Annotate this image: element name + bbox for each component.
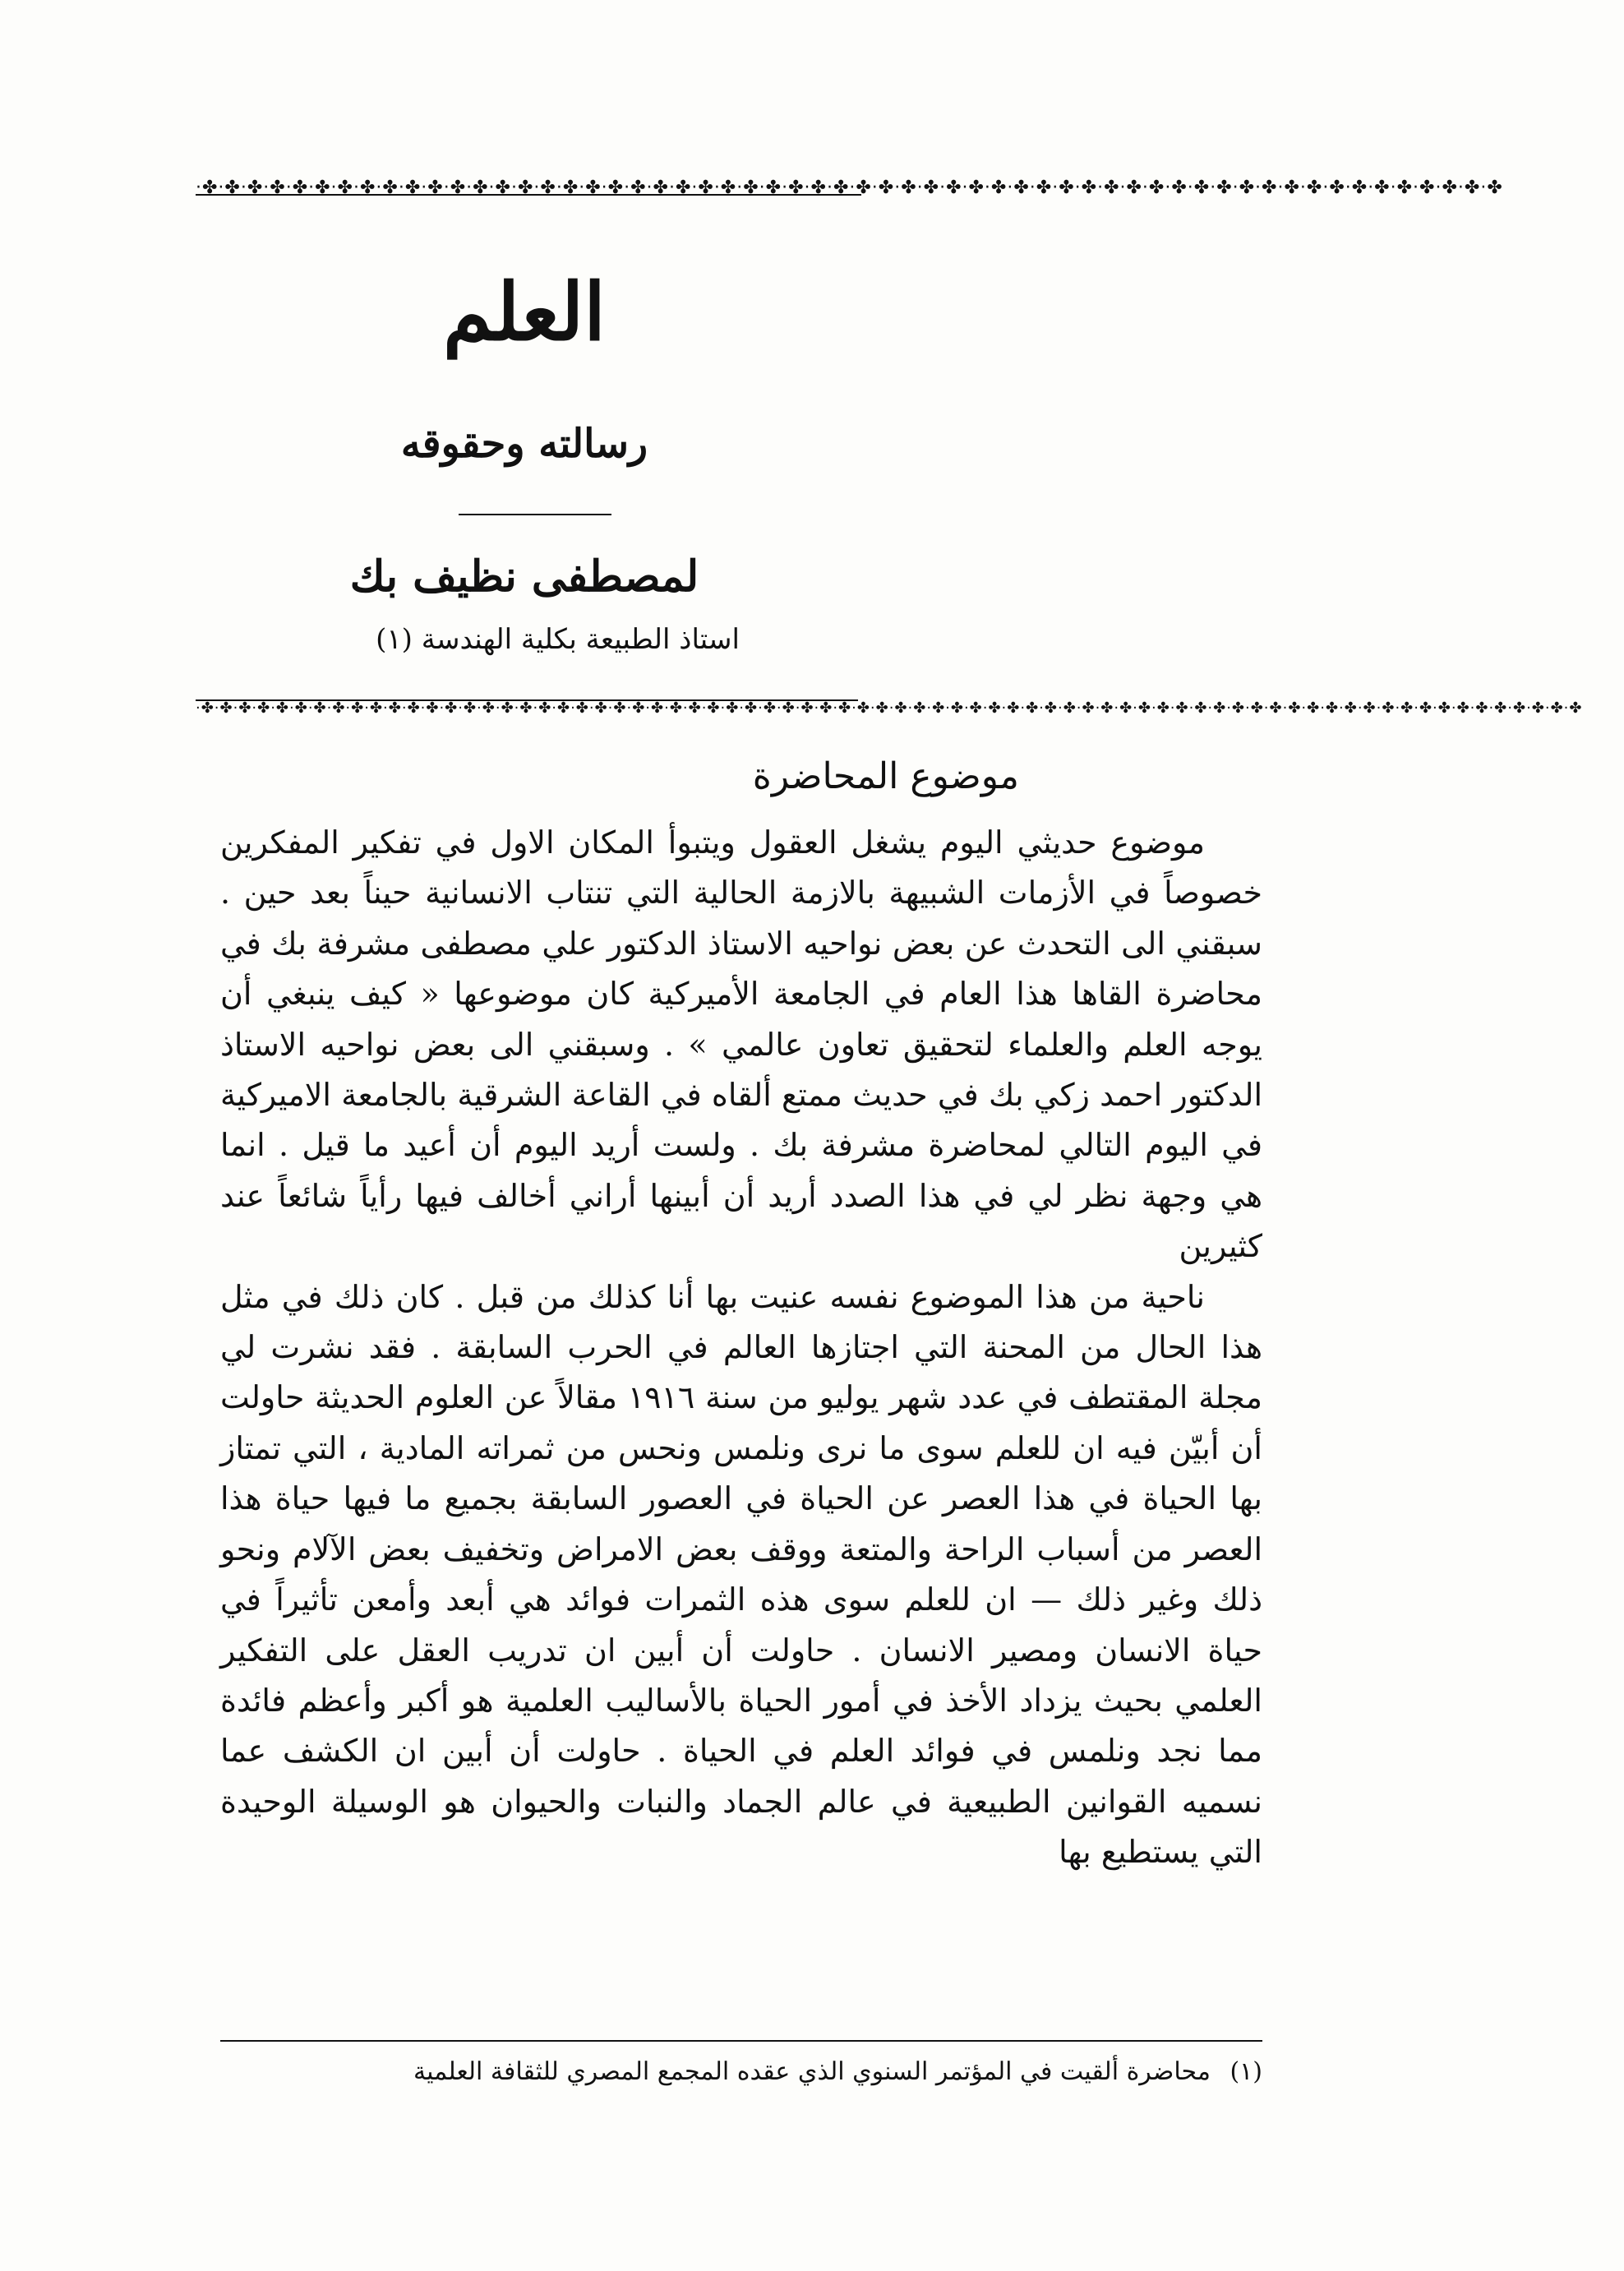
title-divider xyxy=(459,514,611,515)
section-heading: موضوع المحاضرة xyxy=(752,755,1019,797)
article-title: العلم xyxy=(443,265,606,358)
top-ornament-rule xyxy=(196,194,861,196)
header-ornamental-border xyxy=(196,697,1583,720)
footnote-marker: (١) xyxy=(1230,2057,1262,2086)
footnote xyxy=(220,2052,1262,2093)
article-subtitle: رسالته وحقوقه xyxy=(400,421,648,467)
header-ornament-glyphs: ·✤·✤·✤·✤·✤·✤·✤·✤·✤·✤·✤·✤·✤·✤·✤·✤·✤·✤·✤·✤·✤·✤·✤·✤·✤·✤·✤·✤·✤·✤·✤·✤·✤·✤·✤·✤·✤·✤·✤·✤·✤·✤·✤·✤·✤·✤·✤·✤·✤·✤·✤·✤·✤·✤·✤·✤·✤·✤·✤·✤·✤·✤·✤·✤·✤·✤·✤·✤·✤·✤·✤·✤·✤·✤ xyxy=(196,699,1583,717)
author-affiliation: استاذ الطبيعة بكلية الهندسة (١) xyxy=(376,623,740,656)
header-ornament-rule xyxy=(196,699,858,701)
footnote-text: محاضرة ألقيت في المؤتمر السنوي الذي عقده المجمع المصري للثقافة العلمية xyxy=(413,2057,1211,2086)
article-body xyxy=(220,818,1262,1878)
top-ornamental-border xyxy=(196,176,1503,201)
top-ornament-glyphs: ·✤·✤·✤·✤·✤·✤·✤·✤·✤·✤·✤·✤·✤·✤·✤·✤·✤·✤·✤·✤·✤·✤·✤·✤·✤·✤·✤·✤·✤·✤·✤·✤·✤·✤·✤·✤·✤·✤·✤·✤·✤·✤·✤·✤·✤·✤·✤·✤·✤·✤·✤·✤·✤·✤·✤·✤·✤·✤ xyxy=(196,178,1503,198)
footnote-divider xyxy=(220,2040,1262,2042)
author-name: لمصطفى نظيف بك xyxy=(349,552,699,602)
body-paragraph: موضوع حديثي اليوم يشغل العقول ويتبوأ المكان الاول في تفكير المفكرين خصوصاً في الأزمات الشبيهة بالازمة الحالية التي تنتاب الانسانية حيناً بعد حين . سبقني الى التحدث عن بعض نواحيه الاستاذ الدكتور علي مصطفى مشرفة بك في محاضرة القاها هذا العام في الجامعة الأميركية كان موضوعها « كيف ينبغي أن يوجه العلم والعلماء لتحقيق تعاون عالمي » . وسبقني الى بعض نواحيه الاستاذ الدكتور احمد زكي بك في حديث ممتع ألقاه في القاعة الشرقية بالجامعة الاميركية في اليوم التالي لمحاضرة مشرفة بك . ولست أريد اليوم أن أعيد ما قيل . انما هي وجهة نظر لي في هذا الصدد أريد أن أبينها أراني أخالف فيها رأياً شائعاً عند كثيرين xyxy=(220,824,1262,1265)
body-paragraph: ناحية من هذا الموضوع نفسه عنيت بها أنا كذلك من قبل . كان ذلك في مثل هذا الحال من المحنة التي اجتازها العالم في الحرب السابقة . فقد نشرت لي مجلة المقتطف في عدد شهر يوليو من سنة ١٩١٦ مقالاً عن العلوم الحديثة حاولت أن أبيّن فيه ان للعلم سوى ما نرى ونلمس ونحس من ثمراته المادية ، التي تمتاز بها الحياة في هذا العصر عن الحياة في العصور السابقة بجميع ما فيها حياة هذا العصر من أسباب الراحة والمتعة ووقف بعض الامراض وتخفيف بعض الآلام ونحو ذلك وغير ذلك — ان للعلم سوى هذه الثمرات فوائد هي أبعد وأمعن تأثيراً في حياة الانسان ومصير الانسان . حاولت أن أبين ان تدريب العقل على التفكير العلمي بحيث يزداد الأخذ في أمور الحياة بالأساليب العلمية هو أكبر وأعظم فائدة مما نجد ونلمس في فوائد العلم في الحياة . حاولت أن أبين ان الكشف عما نسميه القوانين الطبيعية في عالم الجماد والنبات والحيوان هو الوسيلة الوحيدة التي يستطيع بها xyxy=(220,1278,1262,1871)
